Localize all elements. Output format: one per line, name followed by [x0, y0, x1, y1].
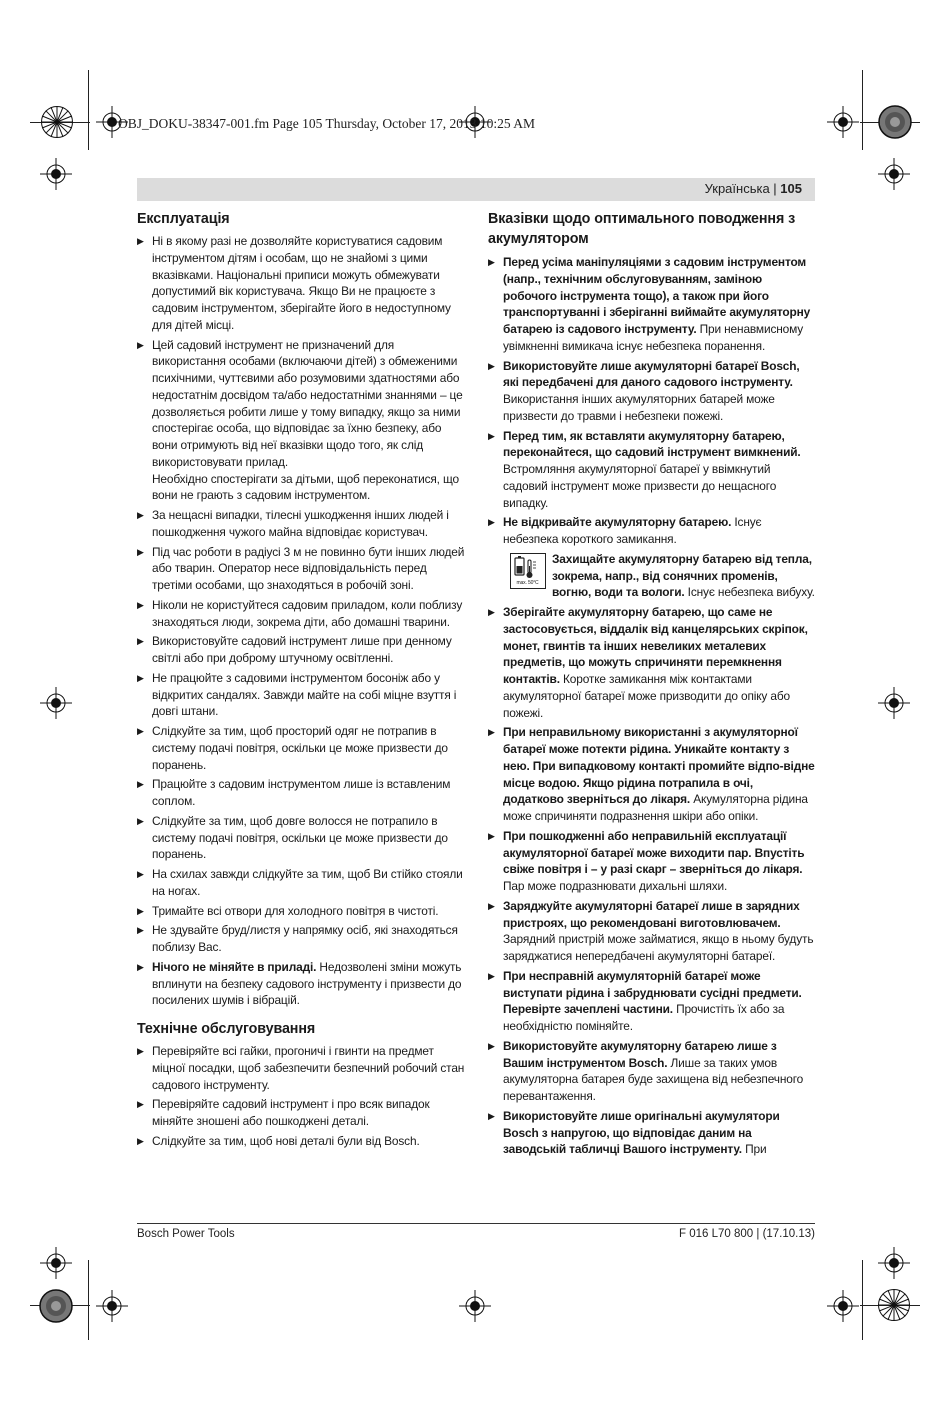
list-item	[137, 633, 465, 667]
list-item-text: Цей садовий інструмент не призначений для використання особами (включаючи дітей) з обмеженими психічними, чуттєвими або розумовими здатностями або недостатнім досвідом та/або недостатніми знаннями – це дозволяється робити лише у тому випадку, якщо за ними спостерігає особа, що відповідає за їхню безпеку, або вони отримують від неї вказівки щодо того, як слід використовувати прилад.	[152, 337, 463, 469]
list-item	[488, 1038, 816, 1105]
list-item	[488, 828, 816, 895]
operation-list	[137, 233, 465, 1009]
list-item-text: На схилах завжди слідкуйте за тим, щоб Ви стійко стояли на ногах.	[152, 867, 463, 898]
list-item	[137, 903, 465, 920]
list-item-bold: При пошкодженні або неправильній експлуатації акумуляторної батареї може виходити пар. Впустіть свіже повітря і – у разі скарг – зверніться до лікаря.	[503, 828, 805, 877]
list-item-text: Існує небезпека короткого замикання.	[503, 515, 762, 546]
list-item	[137, 1133, 465, 1150]
right-column	[488, 209, 816, 1161]
list-item-text: Акумуляторна рідина може спричиняти подразнення шкіри або опіки.	[503, 792, 808, 823]
battery-list-continued	[488, 604, 816, 1158]
list-item	[137, 544, 465, 594]
registration-crosshair-icon	[827, 1290, 859, 1322]
header-language: Українська	[704, 181, 770, 196]
list-item	[488, 898, 816, 965]
crop-mark	[88, 70, 89, 150]
list-item	[488, 428, 816, 512]
list-item-bold: Не відкривайте акумуляторну батарею.	[503, 515, 732, 530]
registration-crosshair-icon	[96, 1290, 128, 1322]
list-item-text: Пар може подразнювати дихальні шляхи.	[503, 879, 728, 893]
registration-crosshair-icon	[827, 106, 859, 138]
list-item	[488, 254, 816, 355]
list-item	[137, 337, 465, 505]
list-item-text: Ніколи не користуйтеся садовим приладом, коли поблизу знаходяться люди, зокрема діти, або домашні тварини.	[152, 597, 463, 629]
list-item-bold: Використовуйте лише оригінальні акумулятори Bosch з напругою, що відповідає даним на заводській табличці Вашого інструменту.	[503, 1108, 780, 1157]
registration-crosshair-icon	[40, 158, 72, 190]
registration-crosshair-icon	[878, 158, 910, 190]
list-item-text: При	[741, 1142, 767, 1157]
list-item	[488, 358, 816, 425]
list-item-text: Прочистіть їх або за необхідністю поміняйте.	[503, 1002, 785, 1033]
list-item	[137, 1096, 465, 1130]
section-title-battery: Вказівки щодо оптимального поводження з акумулятором	[488, 211, 796, 247]
left-column	[137, 209, 465, 1153]
footer-doc-number: F 016 L70 800 | (17.10.13)	[679, 1228, 815, 1240]
registration-crosshair-icon	[459, 1290, 491, 1322]
page-header-band	[137, 178, 815, 201]
list-item	[137, 813, 465, 863]
list-item	[137, 776, 465, 810]
list-item-bold: При неправильному використанні з акумуляторної батареї може потекти рідина. Уникайте контакту з нею. При випадковому контакті промийте відпо-відне місце водою. Якщо рідина потрапила в очі, додатково зверніться до лікаря.	[503, 725, 815, 807]
list-item-bold: Використовуйте лише акумуляторні батареї Bosch, які передбачені для даного садового інструменту.	[503, 358, 800, 390]
list-item	[488, 724, 816, 825]
list-item	[137, 233, 465, 334]
list-item	[488, 1108, 816, 1158]
list-item-text: Лише за таких умов акумуляторна батарея буде захищена від небезпечного перевантаження.	[503, 1055, 804, 1103]
temperature-warning-icon	[510, 553, 546, 589]
list-item-text: Використовуйте садовий інструмент лише при денному світлі або при доброму штучному освітленні.	[152, 634, 452, 665]
registration-crosshair-icon	[878, 687, 910, 719]
list-item-text: Працюйте з садовим інструментом лише із вставленим соплом.	[152, 777, 451, 808]
list-item	[137, 723, 465, 773]
list-item-text: Коротке замикання між контактами акумуляторної батареї може призводити до опіку або пожежі.	[503, 672, 790, 720]
list-item-text: Встромляння акумуляторної батареї у ввімкнутий садовий інструмент може призвести до нещасного випадку.	[503, 462, 777, 510]
registration-crosshair-icon	[40, 1247, 72, 1279]
list-item-bold: Зберігайте акумуляторну батарею, що саме не застосовується, віддалік від канцелярських скріпок, монет, гвинтів та інших невеликих металевих предметів, що можуть спричиняти перемкнення контактів.	[503, 605, 808, 686]
list-item-bold: При несправній акумуляторній батареї може виступати рідина і забруднювати сусідні предмети. Перевірте зачеплені частини.	[503, 968, 802, 1017]
list-item	[137, 866, 465, 900]
list-item-text: Перевіряйте всі гайки, прогоничі і гвинти на предмет міцної посадки, щоб забезпечити безпечний робочий стан садового інструменту.	[152, 1044, 465, 1092]
maintenance-list	[137, 1043, 465, 1150]
icon-label: max. 50°C	[516, 579, 539, 586]
list-item	[488, 604, 816, 721]
list-item-text: Перевіряйте садовий інструмент і про всяк випадок міняйте зношені або пошкоджені деталі.	[152, 1097, 430, 1128]
list-item	[137, 597, 465, 631]
registration-crosshair-icon	[40, 687, 72, 719]
warning-text: Існує небезпека вибуху.	[684, 585, 815, 600]
list-item	[137, 1043, 465, 1093]
list-item-bold: Нічого не міняйте в приладі.	[152, 959, 317, 974]
registration-gray-disc-icon	[38, 1288, 74, 1324]
list-item	[137, 959, 465, 1009]
registration-gray-disc-icon	[877, 104, 913, 140]
list-item-text: Слідкуйте за тим, щоб нові деталі були від Bosch.	[152, 1133, 420, 1148]
list-item-text: Слідкуйте за тим, щоб довге волосся не потрапило в систему подачі повітря, оскільки це може призвести до поранень.	[152, 813, 448, 862]
list-item-text: За нещасні випадки, тілесні ушкодження інших людей і пошкодження чужого майна відповідає користувач.	[152, 508, 449, 539]
list-item-text: Ні в якому разі не дозволяйте користуватися садовим інструментом дітям і особам, що не знайомі з цими вказівками. Національні приписи можуть обмежувати допустимий вік користувача. Якщо Ви не працюєте з садовим інструментом, зберігайте його в недоступному для дітей місці.	[152, 234, 451, 332]
list-item-note: Необхідно спостерігати за дітьми, щоб переконатися, що вони не грають з садовим інструментом.	[152, 471, 459, 503]
list-item-text: Не здувайте бруд/листя у напрямку осіб, які знаходяться поблизу Вас.	[152, 923, 458, 954]
list-item	[488, 968, 816, 1035]
list-item-bold: Заряджуйте акумуляторні батареї лише в зарядних пристроях, що рекомендовані виготовлювачем.	[503, 898, 800, 930]
footer-rule	[137, 1223, 815, 1224]
crop-mark	[862, 1260, 863, 1340]
list-item-bold: Перед усіма маніпуляціями з садовим інструментом (напр., технічним обслуговуванням, заміною робочого інструмента тощо), а також при його транспортуванні і зберіганні виймайте акумуляторну батарею із садового інструменту.	[503, 255, 811, 336]
heat-warning-text	[552, 551, 816, 601]
registration-target-icon	[40, 105, 74, 139]
list-item	[137, 670, 465, 720]
list-item-bold: Використовуйте акумуляторну батарею лише з Вашим інструментом Bosch.	[503, 1038, 777, 1070]
section-title-operation: Експлуатація	[137, 211, 230, 227]
list-item-text: Слідкуйте за тим, щоб просторий одяг не потрапив в систему подачі повітря, оскільки це може призвести до поранень.	[152, 724, 448, 772]
list-item-text: При ненавмисному увімкненні вимикача існує небезпека поранення.	[503, 322, 804, 353]
crop-mark	[862, 70, 863, 150]
footer-brand: Bosch Power Tools	[137, 1228, 235, 1240]
list-item	[137, 922, 465, 956]
file-info-line: OBJ_DOKU-38347-001.fm Page 105 Thursday, October 17, 2013 10:25 AM	[118, 116, 535, 131]
list-item-text: Не працюйте з садовими інструментом босоніж або у відкритих сандалях. Завжди майте на собі міцне взуття і довгі штани.	[152, 670, 457, 719]
registration-crosshair-icon	[878, 1247, 910, 1279]
battery-list	[488, 254, 816, 548]
warning-bold: Захищайте акумуляторну батарею від тепла, зокрема, напр., від сонячних променів, вогню, води та вологи.	[552, 551, 812, 600]
page-number: 105	[780, 181, 802, 196]
list-item-bold: Перед тим, як вставляти акумуляторну батарею, переконайтеся, що садовий інструмент вимкнений.	[503, 428, 801, 460]
list-item-text: Зарядний пристрій може займатися, якщо в ньому будуть заряджатися непередбачені акумуляторні батареї.	[503, 932, 814, 963]
section-title-maintenance: Технічне обслуговування	[137, 1021, 316, 1037]
list-item	[137, 507, 465, 541]
page-header: Українська | 105	[704, 181, 802, 196]
list-item-text: Під час роботи в радіусі 3 м не повинно бути інших людей або тварин. Оператор несе відповідальність перед третіми особами, що знаходяться в робочій зоні.	[152, 544, 465, 592]
list-item-text: Використання інших акумуляторних батарей може призвести до травми і небезпеки пожежі.	[503, 392, 775, 423]
list-item-text: Недозволені зміни можуть вплинути на безпеку садового інструменту і призвести до посилених шумів і вібрацій.	[152, 959, 462, 1008]
list-item-text: Тримайте всі отвори для холодного повітря в чистоті.	[152, 903, 439, 918]
heat-warning	[510, 551, 816, 601]
registration-target-icon	[877, 1288, 911, 1322]
crop-mark	[88, 1260, 89, 1340]
list-item	[488, 514, 816, 548]
